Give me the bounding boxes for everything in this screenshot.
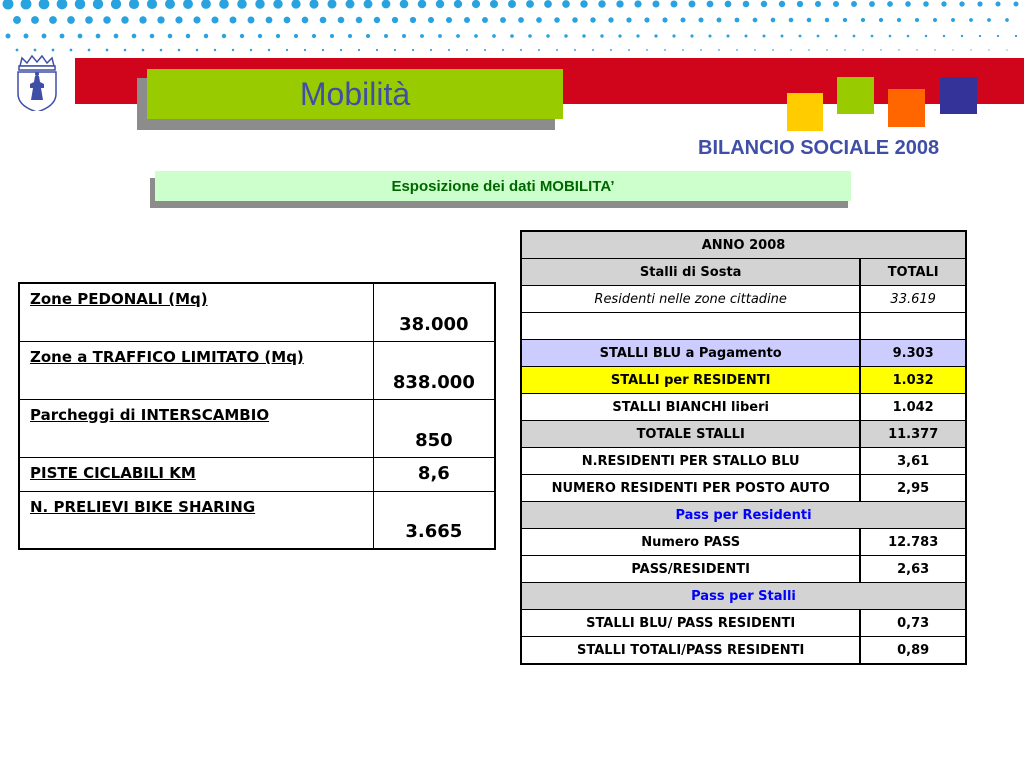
header-dot <box>889 35 892 38</box>
header-dot <box>57 0 68 9</box>
header-dot <box>590 17 595 22</box>
header-dot <box>384 34 388 38</box>
header-dot <box>646 49 648 51</box>
header-dot <box>150 34 155 39</box>
subtitle: Esposizione dei dati MOBILITA’ <box>391 177 615 195</box>
header-dot <box>21 0 32 9</box>
row-label: TOTALE STALLI <box>521 421 860 448</box>
row-value: 12.783 <box>860 529 966 556</box>
header-dot <box>718 49 720 51</box>
table-row <box>521 475 966 502</box>
header-dot <box>250 49 252 51</box>
header-dot <box>672 34 675 37</box>
header-dot <box>664 49 666 51</box>
coat-of-arms-icon <box>0 36 75 111</box>
header-dot <box>997 35 999 37</box>
header-dot <box>934 49 935 50</box>
column-header-totali: TOTALI <box>860 259 966 286</box>
header-dot <box>825 18 829 22</box>
row-label: PASS/RESIDENTI <box>521 556 860 583</box>
header-dot <box>520 49 522 51</box>
header-dot <box>211 16 218 23</box>
header-dot <box>508 0 516 8</box>
header-dot <box>121 16 128 23</box>
header-dot <box>294 34 298 38</box>
header-dot <box>320 17 327 24</box>
row-value: 838.000 <box>373 341 495 399</box>
row-label: PISTE CICLABILI KM <box>19 457 373 491</box>
header-dot <box>160 49 163 52</box>
header-dot <box>500 17 506 23</box>
header-dot <box>410 17 416 23</box>
table-row <box>19 491 495 549</box>
header-dot <box>807 18 812 23</box>
header-dot <box>887 1 893 7</box>
table-row <box>521 394 966 421</box>
header-dot <box>374 17 380 23</box>
header-dot <box>880 49 881 50</box>
header-dot <box>304 49 306 51</box>
header-dot <box>636 34 639 37</box>
header-dot <box>376 49 378 51</box>
header-dot <box>186 34 191 39</box>
header-dot <box>626 17 631 22</box>
header-dot <box>897 18 901 22</box>
header-dot <box>526 0 534 8</box>
header-dot <box>574 49 576 51</box>
header-dot <box>754 49 756 51</box>
header-dot <box>428 17 434 23</box>
header-dot <box>165 0 175 9</box>
header-dot <box>898 49 899 50</box>
header-dot <box>969 18 973 22</box>
header-dot <box>240 34 244 38</box>
row-value: 3,61 <box>860 448 966 475</box>
header-dot <box>157 16 164 23</box>
header-dot <box>448 49 450 51</box>
row-label: STALLI BLU a Pagamento <box>521 340 860 367</box>
row-value: 9.303 <box>860 340 966 367</box>
header-dot <box>412 49 414 51</box>
blue-square <box>940 77 977 114</box>
header-dot <box>700 49 702 51</box>
row-value: 0,73 <box>860 610 966 637</box>
header-dot <box>338 17 345 24</box>
header-dot <box>183 0 193 9</box>
header-dot <box>826 49 828 51</box>
header-dot <box>175 16 182 23</box>
table-row <box>19 341 495 399</box>
header-dot <box>564 34 567 37</box>
header-dot <box>454 0 462 8</box>
header-dot <box>196 49 199 52</box>
header-dot <box>168 34 173 39</box>
year-header-row <box>521 231 966 259</box>
header-dot <box>977 1 982 6</box>
row-value: 3.665 <box>373 491 495 549</box>
header-dot <box>853 35 856 38</box>
header-dot <box>987 18 991 22</box>
dotted-header-pattern <box>0 0 1024 58</box>
table-row <box>521 313 966 340</box>
header-dot <box>472 0 480 8</box>
header-dot <box>255 0 264 9</box>
row-label: N.RESIDENTI PER STALLO BLU <box>521 448 860 475</box>
parking-stats-table <box>520 230 967 665</box>
table-row <box>521 448 966 475</box>
row-label <box>521 313 860 340</box>
header-dot <box>925 35 928 38</box>
header-dot <box>124 49 127 52</box>
row-value: 2,63 <box>860 556 966 583</box>
header-dot <box>556 49 558 51</box>
green-square <box>837 77 874 114</box>
row-value: 33.619 <box>860 286 966 313</box>
header-dot <box>951 18 955 22</box>
report-label: BILANCIO SOCIALE 2008 <box>698 137 940 159</box>
section-row <box>521 583 966 610</box>
header-dot <box>490 0 498 8</box>
header-dot <box>654 34 657 37</box>
header-dot <box>276 34 280 38</box>
header-dot <box>1005 18 1009 22</box>
row-label: Zone PEDONALI (Mq) <box>19 283 373 341</box>
header-dot <box>871 35 874 38</box>
header-dot <box>995 1 1000 6</box>
page-title: Mobilità <box>299 75 411 112</box>
table-row <box>521 637 966 665</box>
header-dot <box>610 49 612 51</box>
row-value: 1.032 <box>860 367 966 394</box>
header-dot <box>103 16 111 24</box>
column-header-stalli: Stalli di Sosta <box>521 259 860 286</box>
row-value: 0,89 <box>860 637 966 665</box>
header-dot <box>430 49 432 51</box>
header-dot <box>761 1 767 7</box>
header-dot <box>340 49 342 51</box>
row-value: 850 <box>373 399 495 457</box>
header-dot <box>582 34 585 37</box>
header-dot <box>436 0 444 8</box>
header-dot <box>1014 2 1019 7</box>
table-row <box>521 340 966 367</box>
header-dot <box>219 0 229 9</box>
header-dot <box>572 17 578 23</box>
header-dot <box>699 18 704 23</box>
header-dot <box>400 0 409 8</box>
table-row <box>19 399 495 457</box>
header-dot <box>763 35 766 38</box>
table-row <box>19 283 495 341</box>
row-label: Residenti nelle zone cittadine <box>521 286 860 313</box>
header-dot <box>222 34 226 38</box>
header-dot <box>78 34 83 39</box>
header-dot <box>302 17 309 24</box>
header-dot <box>753 18 758 23</box>
header-dot <box>772 49 774 51</box>
row-label: N. PRELIEVI BIKE SHARING <box>19 491 373 549</box>
header-dot <box>544 0 552 8</box>
header-dot <box>808 49 810 51</box>
header-dot <box>970 49 971 50</box>
row-label: STALLI TOTALI/PASS RESIDENTI <box>521 637 860 665</box>
table-row <box>521 610 966 637</box>
header-dot <box>139 16 146 23</box>
header-dot <box>771 18 776 23</box>
header-dot <box>312 34 316 38</box>
header-dot <box>358 49 360 51</box>
row-label: Parcheggi di INTERSCAMBIO <box>19 399 373 457</box>
row-label: STALLI BLU/ PASS RESIDENTI <box>521 610 860 637</box>
header-dot <box>943 35 945 37</box>
header-dot <box>178 49 181 52</box>
header-dot <box>717 18 722 23</box>
header-dot <box>248 17 255 24</box>
header-dot <box>861 18 865 22</box>
header-dot <box>682 49 684 51</box>
header-dot <box>988 49 989 50</box>
header-dot <box>952 49 953 50</box>
header-dot <box>268 49 270 51</box>
header-dot <box>817 35 820 38</box>
subtitle-box <box>155 171 851 201</box>
header-dot <box>843 18 847 22</box>
header-dot <box>438 34 442 38</box>
header-dot <box>797 1 803 7</box>
table-row <box>521 421 966 448</box>
header-dot <box>111 0 121 9</box>
header-dot <box>49 16 57 24</box>
header-dot <box>230 17 237 24</box>
header-dot <box>106 49 109 52</box>
header-dot <box>608 17 613 22</box>
table-row <box>521 529 966 556</box>
header-dot <box>291 0 300 9</box>
header-dot <box>536 17 542 23</box>
header-dot <box>833 1 839 7</box>
header-dot <box>1006 49 1007 50</box>
header-dot <box>31 16 39 24</box>
header-dot <box>330 34 334 38</box>
header-dot <box>528 34 532 38</box>
header-dot <box>907 35 910 38</box>
table-row <box>521 286 966 313</box>
row-value: 1.042 <box>860 394 966 421</box>
header-dot <box>510 34 514 38</box>
row-label: STALLI per RESIDENTI <box>521 367 860 394</box>
row-value: 38.000 <box>373 283 495 341</box>
header-dot <box>114 34 119 39</box>
header-dot <box>85 16 93 24</box>
row-label: Zone a TRAFFICO LIMITATO (Mq) <box>19 341 373 399</box>
header-dot <box>322 49 324 51</box>
header-dot <box>132 34 137 39</box>
header-dot <box>482 17 488 23</box>
header-dot <box>616 0 623 7</box>
header-dot <box>598 0 605 7</box>
header-dot <box>725 1 732 8</box>
header-dot <box>3 0 14 9</box>
section-row <box>521 502 966 529</box>
header-dot <box>815 1 821 7</box>
header-dot <box>446 17 452 23</box>
header-dot <box>652 0 659 7</box>
header-dot <box>67 16 75 24</box>
header-dot <box>680 17 685 22</box>
section-header-pass-residenti: Pass per Residenti <box>521 502 966 529</box>
header-dot <box>707 1 714 8</box>
header-dot <box>346 0 355 8</box>
header-dot <box>789 18 794 23</box>
header-dot <box>392 17 398 23</box>
header-dot <box>382 0 391 8</box>
header-dot <box>708 34 711 37</box>
header-dot <box>456 34 460 38</box>
header-dot <box>96 34 101 39</box>
header-dot <box>726 34 729 37</box>
header-dot <box>129 0 139 9</box>
row-value: 2,95 <box>860 475 966 502</box>
header-dot <box>790 49 792 51</box>
title-box <box>147 69 563 119</box>
header-dot <box>689 1 696 8</box>
header-dot <box>670 0 677 7</box>
header-dot <box>266 17 273 24</box>
table-row <box>521 556 966 583</box>
header-dot <box>799 35 802 38</box>
header-dot <box>1015 35 1017 37</box>
header-dot <box>600 34 603 37</box>
header-dot <box>835 35 838 38</box>
header-dot <box>736 49 738 51</box>
header-dot <box>348 34 352 38</box>
row-value <box>860 313 966 340</box>
header-dot <box>39 0 50 9</box>
column-header-row <box>521 259 966 286</box>
header-dot <box>690 34 693 37</box>
header-dot <box>979 35 981 37</box>
row-label: NUMERO RESIDENTI PER POSTO AUTO <box>521 475 860 502</box>
header-dot <box>232 49 234 51</box>
header-dot <box>418 0 427 8</box>
header-dot <box>474 34 478 38</box>
header-dot <box>420 34 424 38</box>
header-dot <box>916 49 917 50</box>
header-dot <box>923 1 929 7</box>
row-value: 11.377 <box>860 421 966 448</box>
yellow-square <box>787 93 823 131</box>
row-label: STALLI BIANCHI liberi <box>521 394 860 421</box>
header-dot <box>851 1 857 7</box>
header-dot <box>592 49 594 51</box>
table-row <box>521 367 966 394</box>
header-dot <box>915 18 919 22</box>
header-dot <box>193 16 200 23</box>
header-dot <box>634 0 641 7</box>
header-dot <box>779 1 785 7</box>
header-dot <box>662 17 667 22</box>
header-dot <box>869 1 875 7</box>
header-dot <box>237 0 247 9</box>
header-dot <box>743 1 750 8</box>
header-dot <box>941 1 946 6</box>
header-dot <box>309 0 318 9</box>
header-dot <box>142 49 145 52</box>
header-dot <box>562 0 570 8</box>
header-dot <box>88 49 91 52</box>
header-dot <box>580 0 588 8</box>
header-dot <box>402 34 406 38</box>
header-dot <box>356 17 362 23</box>
header-dot <box>286 49 288 51</box>
header-dot <box>879 18 883 22</box>
header-dot <box>644 17 649 22</box>
header-dot <box>961 35 963 37</box>
header-dot <box>933 18 937 22</box>
header-dot <box>844 49 846 51</box>
header-dot <box>628 49 630 51</box>
row-label: Numero PASS <box>521 529 860 556</box>
header-dot <box>546 34 550 38</box>
header-dot <box>258 34 262 38</box>
header-dot <box>502 49 504 51</box>
header-dot <box>13 16 21 24</box>
header-dot <box>492 34 496 38</box>
header-dot <box>538 49 540 51</box>
header-dot <box>518 17 524 23</box>
header-dot <box>959 1 964 6</box>
header-dot <box>745 35 748 38</box>
orange-square <box>888 89 925 127</box>
header-dot <box>735 18 740 23</box>
section-header-pass-stalli: Pass per Stalli <box>521 583 966 610</box>
header-dot <box>618 34 621 37</box>
header-dot <box>75 0 86 9</box>
header-dot <box>466 49 468 51</box>
header-dot <box>484 49 486 51</box>
logo <box>0 58 75 118</box>
header-dot <box>284 17 291 24</box>
header-dot <box>464 17 470 23</box>
header-dot <box>862 49 864 51</box>
header-dot <box>364 0 373 8</box>
header-dot <box>327 0 336 9</box>
header-dot <box>366 34 370 38</box>
header-dot <box>905 1 911 7</box>
header-dot <box>781 35 784 38</box>
header-dot <box>554 17 560 23</box>
row-value: 8,6 <box>373 457 495 491</box>
header-dot <box>147 0 157 9</box>
header-dot <box>93 0 103 9</box>
header-dot <box>204 34 208 38</box>
mobility-summary-table <box>18 282 496 550</box>
table-row <box>19 457 495 491</box>
year-header: ANNO 2008 <box>521 231 966 259</box>
header-dot <box>394 49 396 51</box>
header-dot <box>214 49 216 51</box>
header-dot <box>201 0 211 9</box>
header-dot <box>273 0 282 9</box>
